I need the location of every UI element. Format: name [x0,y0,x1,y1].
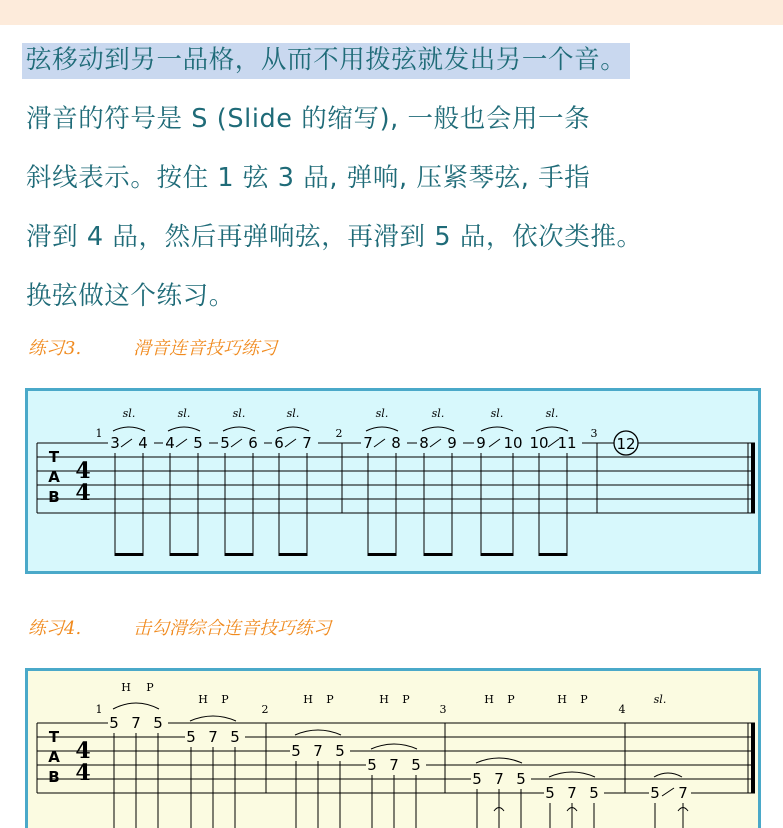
slur [277,427,309,431]
beam [225,553,253,556]
fret-number: 4 [165,434,175,452]
slide-mark: sl. [232,407,246,420]
exercise-3-title: 滑音连音技巧练习 [133,338,278,359]
beam [368,553,396,556]
beam [115,553,143,556]
exercise-4-caption [28,614,331,640]
fret-number: 4 [138,434,148,452]
measure-number: 3 [439,703,447,716]
time-signature-top: 4 [75,458,91,484]
fret-number: 9 [447,434,457,452]
fret-number: 5 [230,728,240,746]
beam [424,553,452,556]
exercise-4-title: 击勾滑综合连音技巧练习 [133,618,332,639]
tab-letter: A [48,748,60,766]
fret-number: 7 [567,784,577,802]
paragraph-line-4: 滑到 4 品，然后再弹响弦，再滑到 5 品，依次类推。 [26,222,643,252]
fret-number: 5 [411,756,421,774]
slur [223,427,255,431]
exercise-4-number: 练习4. [28,618,82,639]
pull-mark: P [580,693,588,706]
hammer-mark: H [379,693,389,706]
hammer-mark: H [121,681,131,694]
slur [168,427,200,431]
slur [481,427,513,431]
hammer-mark: H [198,693,208,706]
slide-mark: sl. [653,693,667,706]
measure-number: 2 [335,427,343,440]
tab-staff-4 [28,671,758,828]
hammer-mark: H [303,693,313,706]
fret-number: 5 [335,742,345,760]
time-signature-bottom: 4 [75,480,91,506]
pull-mark: P [326,693,334,706]
beam [481,553,513,556]
fret-number: 7 [494,770,504,788]
fret-number: 11 [557,434,577,452]
pull-mark: P [402,693,410,706]
slide-mark: sl. [545,407,559,420]
time-signature-top: 4 [75,738,91,764]
slide-mark: sl. [431,407,445,420]
fret-number: 7 [302,434,312,452]
fret-number: 7 [678,784,688,802]
fret-number: 10 [529,434,549,452]
fret-number: 7 [313,742,323,760]
fret-number: 5 [109,714,119,732]
slur [549,772,595,777]
paragraph-line-2: 滑音的符号是 S (Slide 的缩写), 一般也会用一条 [26,104,591,134]
slur [113,703,159,709]
hammer-mark: H [557,693,567,706]
fret-number: 3 [110,434,120,452]
measure-number: 1 [95,703,103,716]
fret-number: 5 [220,434,230,452]
tab-staff-3 [28,391,758,571]
final-bar [751,443,755,513]
tab-letter: T [48,728,60,746]
fret-number: 8 [391,434,401,452]
fret-number: 12 [616,435,636,453]
highlighted-text: 弦移动到另一品格，从而不用拨弦就发出另一个音。 [22,43,630,79]
fret-number: 5 [153,714,163,732]
slide-mark: sl. [177,407,191,420]
slide-mark: sl. [122,407,136,420]
beam [170,553,198,556]
fret-number: 7 [363,434,373,452]
slur [422,427,454,431]
tab-exercise-4 [25,668,761,828]
paragraph-line-1 [26,40,630,76]
pull-mark: P [146,681,154,694]
tab-letter: T [48,448,60,466]
fret-number: 5 [186,728,196,746]
tab-exercise-3 [25,388,761,574]
measure-number: 1 [95,427,103,440]
fret-number: 7 [208,728,218,746]
fret-number: 7 [389,756,399,774]
tab-letter: B [48,488,60,506]
slide-mark: sl. [286,407,300,420]
beam [279,553,307,556]
final-bar [751,723,755,793]
pull-mark: P [507,693,515,706]
fret-number: 5 [291,742,301,760]
fret-number: 5 [193,434,203,452]
slur [366,427,398,431]
pull-mark: P [221,693,229,706]
fret-number: 5 [589,784,599,802]
fret-number: 8 [419,434,429,452]
slur [371,744,417,749]
fret-number: 5 [367,756,377,774]
measure-number: 3 [590,427,598,440]
slur [476,758,522,763]
slide-mark: sl. [490,407,504,420]
slur [295,730,341,735]
tab-letter: A [48,468,60,486]
slur [113,427,145,431]
slide-mark: sl. [375,407,389,420]
fret-number: 10 [503,434,523,452]
time-signature-bottom: 4 [75,760,91,786]
slur [654,773,682,777]
exercise-3-number: 练习3. [28,338,82,359]
fret-number: 5 [545,784,555,802]
top-band [0,0,783,25]
fret-number: 9 [476,434,486,452]
paragraph-line-3: 斜线表示。按住 1 弦 3 品, 弹响, 压紧琴弦, 手指 [26,163,591,193]
paragraph-line-5: 换弦做这个练习。 [26,281,235,311]
beam [539,553,567,556]
hammer-mark: H [484,693,494,706]
tab-letter: B [48,768,60,786]
exercise-3-caption [28,334,277,360]
measure-number: 2 [261,703,269,716]
fret-number: 5 [650,784,660,802]
fret-number: 5 [516,770,526,788]
slur [190,716,236,721]
fret-number: 6 [248,434,258,452]
fret-number: 6 [274,434,284,452]
fret-number: 5 [472,770,482,788]
slur [536,427,568,431]
fret-number: 7 [131,714,141,732]
measure-number: 4 [618,703,626,716]
